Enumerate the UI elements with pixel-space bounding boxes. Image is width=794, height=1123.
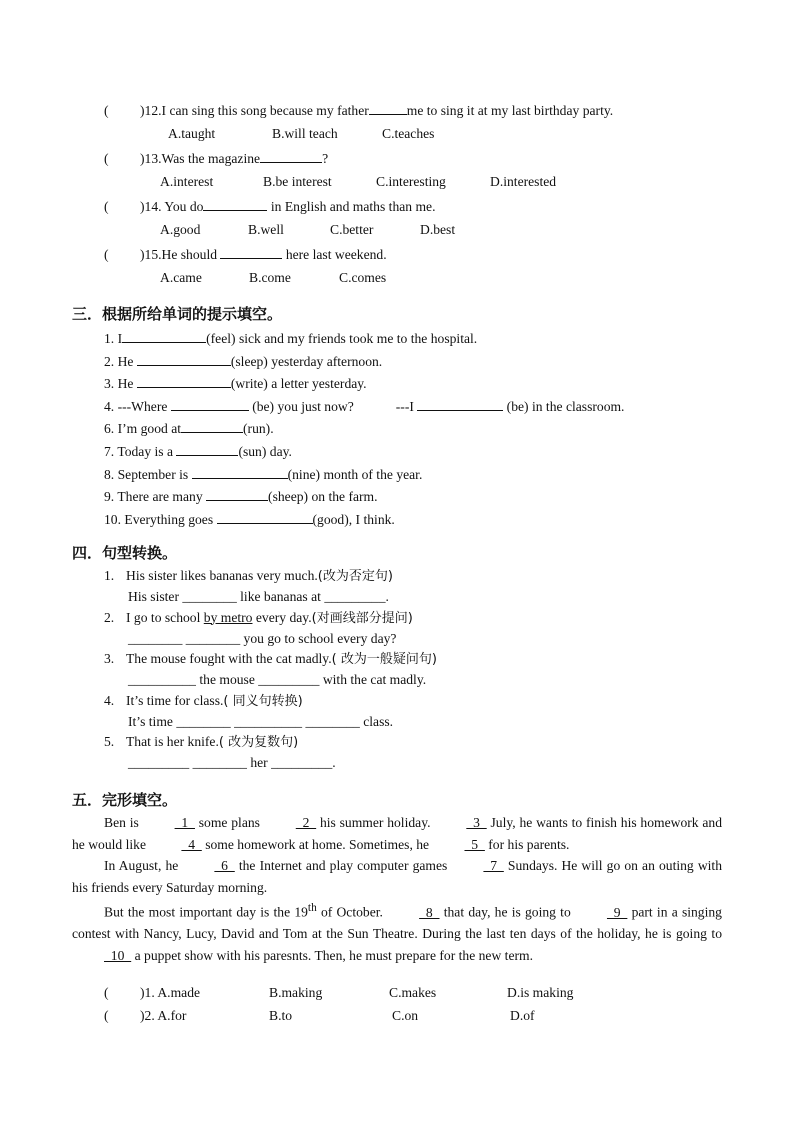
fill-item	[104, 352, 382, 371]
question-text: It’s time for class.	[126, 692, 224, 708]
question-stem: )15.He should	[140, 247, 221, 262]
section-5-title: 五．完形填空。	[72, 791, 178, 809]
item-hint-2: (be) in the classroom.	[503, 398, 625, 414]
cloze-blank-6: 6	[214, 858, 235, 873]
cloze-blank-9: 9	[606, 904, 628, 920]
cloze-paragraph-1	[72, 812, 722, 855]
question-stem: )13.Was the magazine	[140, 151, 261, 166]
item-hint: (be) you just now?	[248, 398, 354, 414]
instruction-note: (改为否定句)	[317, 569, 393, 584]
question-12	[104, 101, 613, 120]
item-prompt: 7. Today is a	[104, 444, 177, 459]
option: C.on	[392, 1008, 419, 1023]
cloze-blank-1: 1	[174, 815, 195, 830]
answer-blank	[260, 149, 322, 163]
question-text: That is her knife.	[126, 734, 219, 750]
question-number: 2.	[104, 609, 115, 625]
answer-blank	[369, 101, 407, 115]
question-tail: ?	[322, 151, 329, 166]
fill-item	[104, 487, 378, 506]
question-text: The mouse fought with the cat madly.	[126, 651, 332, 667]
item-hint: (sun) day.	[238, 444, 292, 459]
fill-item	[104, 419, 274, 438]
passage-text: his summer holiday.	[316, 815, 435, 830]
transform-question	[104, 609, 413, 628]
passage-text: part in a singing contest with Nancy, Lucy, David and Tom at the Sun Theatre. During the last ten days of the holiday, he is going to	[72, 904, 722, 942]
passage-text: Sundays. He will go on an outing with his friends every Saturday morning.	[72, 858, 722, 895]
section-3-title: 三．根据所给单词的提示填空。	[72, 305, 283, 323]
answer-line: ________ ________ you go to school every day?	[128, 630, 397, 646]
answer-blank	[171, 397, 249, 411]
instruction-note: (对画线部分提问)	[311, 610, 413, 626]
answer-paren: (	[104, 199, 109, 214]
section-4-title: 四．句型转换。	[72, 544, 178, 562]
answer-blank	[203, 197, 267, 211]
cloze-blank-3: 3	[466, 815, 487, 830]
answer-line: _________ ________ her _________.	[128, 755, 336, 771]
question-tail: here last weekend.	[282, 247, 387, 262]
cloze-paragraph-2	[72, 855, 722, 898]
item-prompt: 1. I	[104, 331, 123, 346]
answer-line: It’s time ________ __________ ________ class.	[128, 713, 394, 729]
answer-line: His sister ________ like bananas at _________.	[128, 589, 389, 604]
option-c: C.better	[330, 222, 374, 237]
passage-text: the Internet and play computer games	[234, 858, 452, 873]
answer-paren: (	[104, 1008, 109, 1023]
cloze-blank-2: 2	[295, 815, 317, 830]
passage-text: that day, he is going to	[439, 904, 575, 920]
fill-item	[104, 510, 395, 529]
question-tail: in English and maths than me.	[267, 199, 436, 214]
item-hint: (sheep) on the farm.	[268, 489, 378, 505]
option-c: C.comes	[339, 270, 387, 285]
instruction-note: ( 同义句转换)	[223, 693, 303, 709]
item-prompt: 3. He	[104, 376, 137, 392]
option: D.is making	[507, 985, 574, 1000]
item-hint: (sleep) yesterday afternoon.	[230, 353, 383, 369]
question-number: 1.	[104, 568, 115, 583]
question-stem: )14. You do	[140, 199, 204, 214]
answer-blank	[137, 374, 231, 388]
transform-question	[104, 650, 437, 669]
question-number: 5.	[104, 734, 115, 750]
passage-text: But the most important day is the 19	[104, 904, 308, 920]
item-prompt: 10. Everything goes	[104, 511, 217, 527]
underlined-phrase: by metro	[203, 609, 253, 625]
cloze-blank-10: 10	[104, 947, 132, 963]
item-hint: (good), I think.	[312, 511, 395, 527]
option-a: A.taught	[168, 126, 216, 141]
item-hint: (run).	[243, 421, 274, 437]
instruction-note: ( 改为一般疑问句)	[331, 652, 437, 668]
cloze-blank-5: 5	[464, 836, 485, 852]
passage-text: for his parents.	[484, 836, 570, 852]
fill-item	[104, 374, 367, 393]
passage-text: of October.	[316, 904, 388, 920]
option-b: B.come	[249, 270, 291, 285]
option-b: B.be interest	[263, 174, 332, 189]
passage-text: Ben is	[104, 815, 143, 830]
answer-blank	[206, 487, 268, 501]
cloze-paragraph-3	[72, 898, 722, 966]
transform-question	[104, 567, 393, 586]
option-b: B.will teach	[272, 126, 338, 141]
question-number: 4.	[104, 692, 115, 708]
option-a: A.interest	[160, 174, 214, 189]
passage-text: In August, he	[104, 858, 183, 873]
question-text: I go to school	[126, 609, 204, 625]
transform-question	[104, 692, 303, 711]
item-prompt: 6. I’m good at	[104, 421, 182, 437]
option-c: C.interesting	[376, 174, 446, 189]
passage-text: a puppet show with his paresnts. Then, he must prepare for the new term.	[131, 947, 533, 963]
option-d: D.best	[420, 222, 456, 237]
option: C.makes	[389, 985, 437, 1000]
option-a: A.came	[160, 270, 202, 285]
cloze-passage	[72, 812, 722, 966]
answer-blank	[176, 442, 238, 456]
cloze-question-2	[104, 1007, 186, 1025]
fill-item	[104, 465, 422, 484]
answer-blank	[181, 419, 243, 433]
option-d: D.interested	[490, 174, 557, 189]
question-14	[104, 197, 435, 216]
question-first-option: )1. A.made	[140, 985, 201, 1000]
item-hint: (nine) month of the year.	[287, 466, 423, 482]
item-hint: (write) a letter yesterday.	[230, 376, 367, 392]
question-first-option: )2. A.for	[140, 1008, 187, 1023]
question-15	[104, 245, 387, 264]
answer-line: __________ the mouse _________ with the cat madly.	[128, 672, 427, 688]
item-prompt: 4. ---Where	[104, 398, 171, 414]
fill-item	[104, 397, 624, 416]
question-text: every day.	[252, 609, 312, 625]
answer-blank	[122, 329, 206, 343]
item-prompt-2: ---I	[395, 398, 418, 414]
question-text: His sister likes bananas very much.	[126, 568, 318, 583]
option: B.making	[269, 985, 323, 1000]
fill-item	[104, 442, 292, 461]
answer-blank	[192, 465, 288, 479]
answer-paren: (	[104, 247, 109, 262]
question-13	[104, 149, 328, 168]
cloze-question-1	[104, 984, 200, 1002]
question-number: 3.	[104, 651, 115, 667]
passage-text: some homework at home. Sometimes, he	[201, 836, 433, 852]
option: B.to	[269, 1008, 293, 1023]
instruction-note: ( 改为复数句)	[218, 735, 299, 751]
passage-text: some plans	[194, 815, 264, 830]
item-prompt: 9. There are many	[104, 489, 207, 505]
answer-blank	[217, 510, 313, 524]
answer-blank	[137, 352, 231, 366]
item-prompt: 2. He	[104, 353, 137, 369]
cloze-blank-4: 4	[181, 836, 202, 852]
question-stem: )12.I can sing this song because my father	[140, 103, 369, 118]
option: D.of	[510, 1008, 535, 1023]
answer-blank	[417, 397, 503, 411]
answer-blank	[220, 245, 282, 259]
transform-question	[104, 733, 298, 752]
cloze-blank-7: 7	[483, 858, 504, 873]
item-prompt: 8. September is	[104, 466, 192, 482]
fill-item	[104, 329, 477, 348]
answer-paren: (	[104, 985, 109, 1000]
answer-paren: (	[104, 103, 109, 118]
option-a: A.good	[160, 222, 201, 237]
option-b: B.well	[248, 222, 284, 237]
question-tail: me to sing it at my last birthday party.	[406, 103, 614, 118]
cloze-blank-8: 8	[419, 904, 440, 920]
option-c: C.teaches	[382, 126, 435, 141]
superscript: th	[307, 902, 317, 914]
passage-text: July, he wants to finish his homework and he would like	[72, 815, 722, 852]
answer-paren: (	[104, 151, 109, 166]
item-hint: (feel) sick and my friends took me to the hospital.	[206, 331, 478, 346]
